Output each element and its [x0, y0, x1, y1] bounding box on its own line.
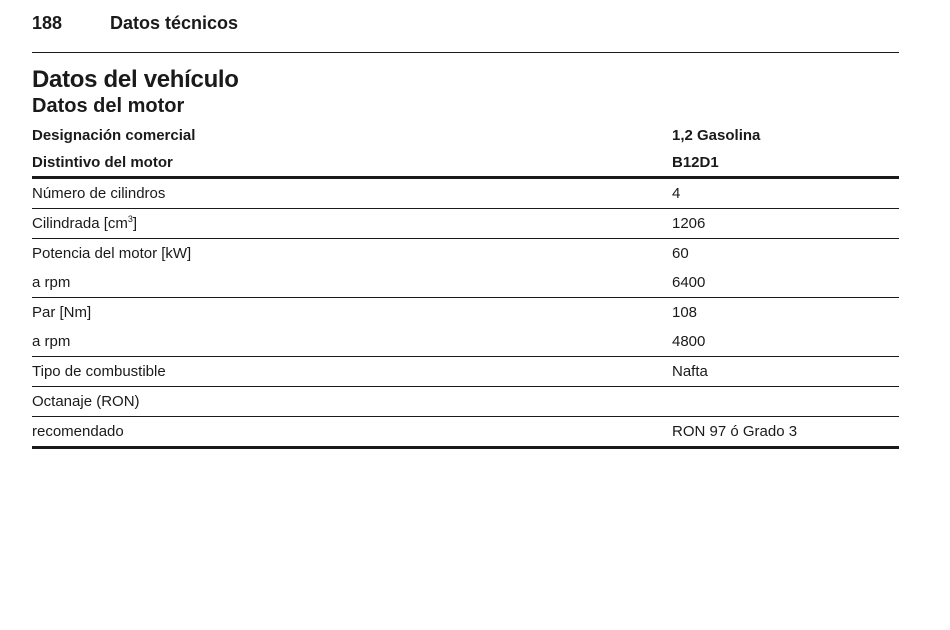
- table-row: [32, 209, 899, 239]
- table-header-row: [32, 149, 899, 178]
- section-subtitle: Datos del motor: [32, 95, 185, 117]
- row-value: 6400: [672, 268, 899, 298]
- table-header-value: B12D1: [672, 149, 899, 178]
- row-value: 1206: [672, 209, 899, 239]
- table-row: [32, 268, 899, 298]
- table-row: [32, 239, 899, 269]
- row-value: [672, 387, 899, 417]
- table-header-label: Designación comercial: [32, 127, 196, 144]
- row-label-suffix: ]: [132, 215, 138, 232]
- row-label: recomendado: [32, 417, 672, 448]
- header-divider: [32, 52, 899, 53]
- table-header-label: Distintivo del motor: [32, 149, 672, 178]
- engine-spec-table: [32, 122, 899, 449]
- row-value: 60: [672, 245, 689, 262]
- row-label: Par [Nm]: [32, 304, 92, 321]
- table-row: [32, 387, 899, 417]
- row-value: 4: [672, 178, 899, 209]
- table-header-row: [32, 122, 899, 149]
- section-title: Datos técnicos: [110, 12, 239, 33]
- page-title: Datos del vehículo: [32, 66, 239, 93]
- page-number: 188: [32, 12, 63, 33]
- table-row: [32, 357, 899, 387]
- table-row: [32, 327, 899, 357]
- page-header: [32, 12, 238, 34]
- row-label-superscript: 3: [127, 214, 133, 224]
- row-label-prefix: Cilindrada [cm: [32, 215, 128, 232]
- row-label: Tipo de combustible: [32, 357, 672, 387]
- table-header-value: 1,2 Gasolina: [672, 127, 761, 144]
- row-label: a rpm: [32, 268, 672, 298]
- row-value: 4800: [672, 327, 899, 357]
- row-value: Nafta: [672, 357, 899, 387]
- row-label: Octanaje (RON): [32, 387, 672, 417]
- row-label: [32, 209, 672, 239]
- row-label: a rpm: [32, 327, 672, 357]
- table-row: [32, 178, 899, 209]
- row-label: Potencia del motor [kW]: [32, 245, 192, 262]
- table-row: [32, 417, 899, 448]
- row-label: Número de cilindros: [32, 178, 672, 209]
- row-value: 108: [672, 304, 698, 321]
- row-value: RON 97 ó Grado 3: [672, 417, 899, 448]
- table-row: [32, 298, 899, 328]
